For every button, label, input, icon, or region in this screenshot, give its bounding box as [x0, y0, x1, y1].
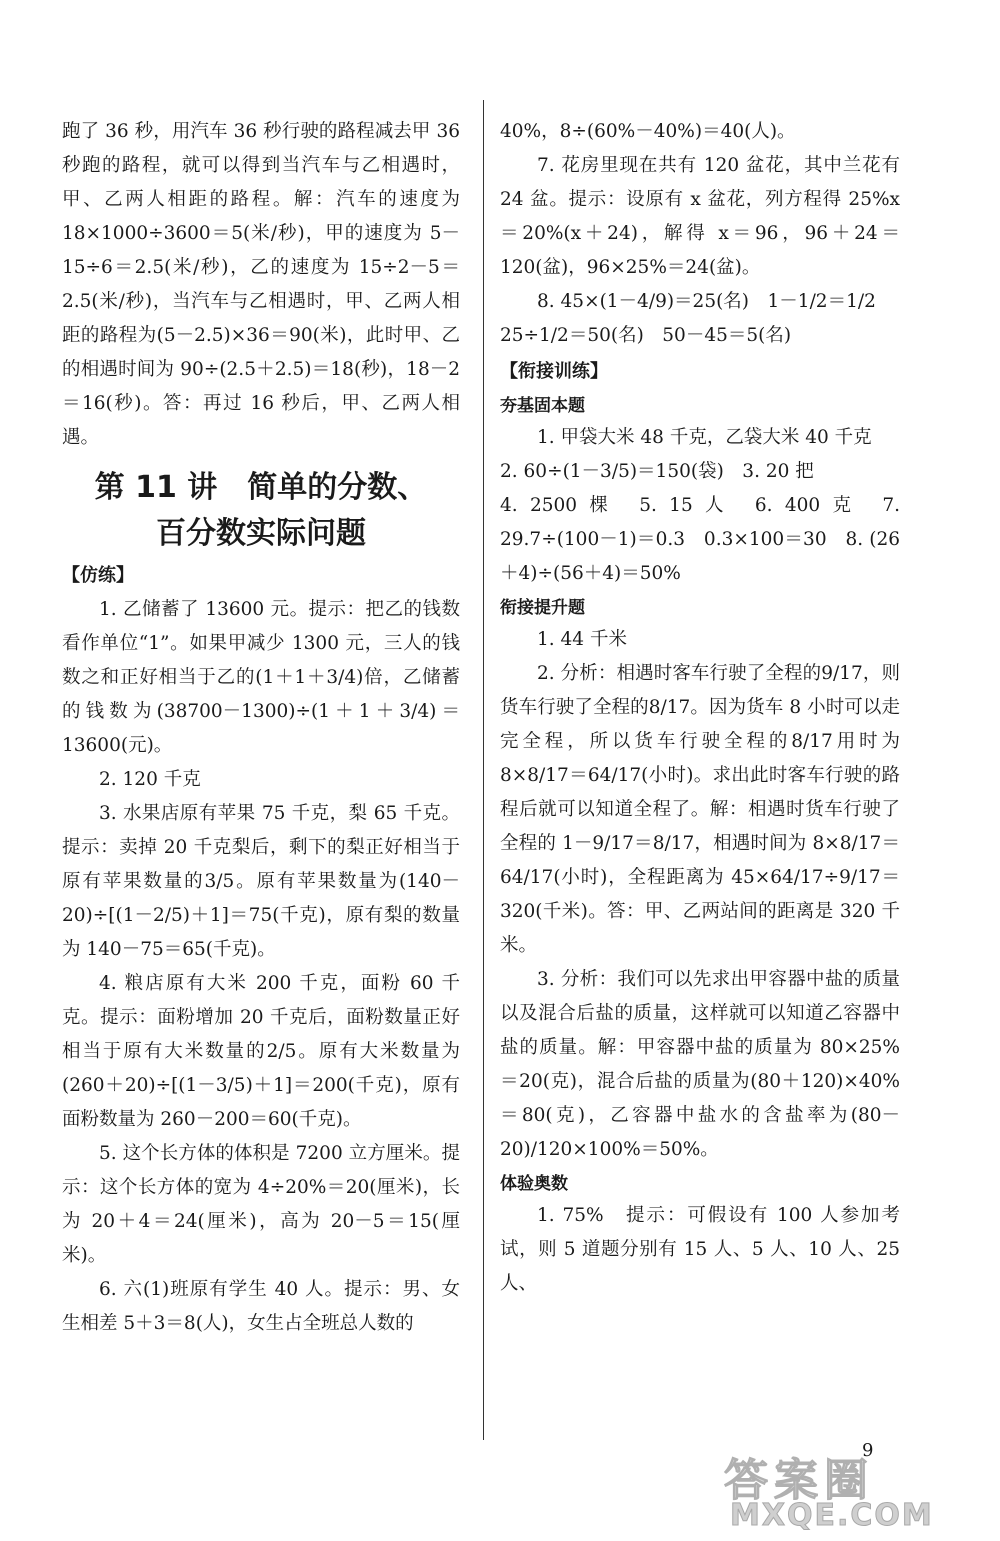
- advanced-item-3: 3. 分析：我们可以先求出甲容器中盐的质量以及混合后盐的质量，这样就可以知道乙容器中盐的质量。解：甲容器中盐的质量为 80×25%＝20(克)，混合后盐的质量为(80＋120)×40%＝80(克)，乙容器中盐水的含盐率为(80－20)/120×100%＝50%。: [500, 969, 900, 1160]
- page-number: 9: [862, 1440, 874, 1461]
- subsection-basic: 夯基固本题: [500, 396, 585, 416]
- basic-item-3: 4. 2500 棵 5. 15 人 6. 400 克 7. 29.7÷(100－1)＝0.3 0.3×100＝30 8. (26＋4)÷(56＋4)＝50%: [500, 495, 900, 584]
- watermark-text-bottom: MXQE.COM: [730, 1498, 934, 1533]
- answer-item-1: 1. 乙储蓄了 13600 元。提示：把乙的钱数看作单位“1”。如果甲减少 1300 元，三人的钱数之和正好相当于乙的(1＋1＋3/4)倍，乙储蓄的钱数为(38700－1300)÷(1＋1＋3/4)＝13600(元)。: [62, 599, 460, 756]
- subsection-advanced: 衔接提升题: [500, 598, 585, 618]
- advanced-item-1: 1. 44 千米: [537, 629, 627, 650]
- section-header-practice: 【仿练】: [62, 565, 134, 586]
- answer-item-8b: 25÷1/2＝50(名) 50－45＝5(名): [500, 325, 792, 346]
- answer-item-3: 3. 水果店原有苹果 75 千克，梨 65 千克。提示：卖掉 20 千克梨后，剩下的梨正好相当于原有苹果数量的3/5。原有苹果数量为(140－20)÷[(1－2/5)＋1]＝75(千克)，原有梨的数量为 140－75＝65(千克)。: [62, 803, 460, 960]
- basic-item-2: 2. 60÷(1－3/5)＝150(袋) 3. 20 把: [500, 461, 814, 482]
- subsection-olympiad: 体验奥数: [500, 1174, 568, 1194]
- lecture-title-line1: 第 11 讲 简单的分数、: [94, 470, 428, 505]
- watermark-logo: [716, 1444, 996, 1538]
- answer-item-4: 4. 粮店原有大米 200 千克，面粉 60 千克。提示：面粉增加 20 千克后，面粉数量正好相当于原有大米数量的2/5。原有大米数量为(260＋20)÷[(1－3/5)＋1]＝200(千克)，原有面粉数量为 260－200＝60(千克)。: [62, 973, 460, 1130]
- right-column: [500, 115, 900, 1301]
- section-header-bridge: 【衔接训练】: [500, 361, 608, 382]
- olympiad-item-1: 1. 75% 提示：可假设有 100 人参加考试，则 5 道题分别有 15 人、5 人、10 人、25 人、: [500, 1205, 900, 1294]
- watermark-text-top: 答案圈: [724, 1455, 874, 1506]
- answer-item-5: 5. 这个长方体的体积是 7200 立方厘米。提示：这个长方体的宽为 4÷20%＝20(厘米)，长为 20＋4＝24(厘米)，高为 20－5＝15(厘米)。: [62, 1143, 460, 1266]
- answer-item-6: 6. 六(1)班原有学生 40 人。提示：男、女生相差 5＋3＝8(人)，女生占全班总人数的: [62, 1279, 460, 1334]
- advanced-item-2: 2. 分析：相遇时客车行驶了全程的9/17，则货车行驶了全程的8/17。因为货车 8 小时可以走完全程，所以货车行驶全程的8/17用时为 8×8/17＝64/17(小时)。求出此时客车行驶的路程后就可以知道全程了。解：相遇时货车行驶了全程的 1－9/17＝8/17，相遇时间为 8×8/17＝64/17(小时)，全程距离为 45×64/17÷9/17＝320(千米)。答：甲、乙两站间的距离是 320 千米。: [500, 663, 900, 956]
- column-divider: [483, 100, 484, 1440]
- answer-item-8a: 8. 45×(1－4/9)＝25(名) 1－1/2＝1/2: [537, 291, 876, 312]
- basic-item-1: 1. 甲袋大米 48 千克，乙袋大米 40 千克: [537, 427, 872, 448]
- left-column: [62, 115, 460, 1341]
- paragraph-continued: 跑了 36 秒，用汽车 36 秒行驶的路程减去甲 36 秒跑的路程，就可以得到当汽车与乙相遇时，甲、乙两人相距的路程。解：汽车的速度为 18×1000÷3600＝5(米/秒)，甲的速度为 5－15÷6＝2.5(米/秒)，乙的速度为 15÷2－5＝2.5(米/秒)，当汽车与乙相遇时，甲、乙两人相距的路程为(5－2.5)×36＝90(米)，此时甲、乙的相遇时间为 90÷(2.5＋2.5)＝18(秒)，18－2＝16(秒)。答：再过 16 秒后，甲、乙两人相遇。: [62, 121, 460, 448]
- lecture-title-line2: 百分数实际问题: [156, 516, 366, 551]
- answer-item-7: 7. 花房里现在共有 120 盆花，其中兰花有 24 盆。提示：设原有 x 盆花，列方程得 25%x＝20%(x＋24)，解得 x＝96，96＋24＝120(盆)，96×25%＝24(盆)。: [500, 155, 900, 278]
- paragraph-continued-right: 40%，8÷(60%－40%)＝40(人)。: [500, 121, 796, 142]
- answer-item-2: 2. 120 千克: [99, 769, 201, 790]
